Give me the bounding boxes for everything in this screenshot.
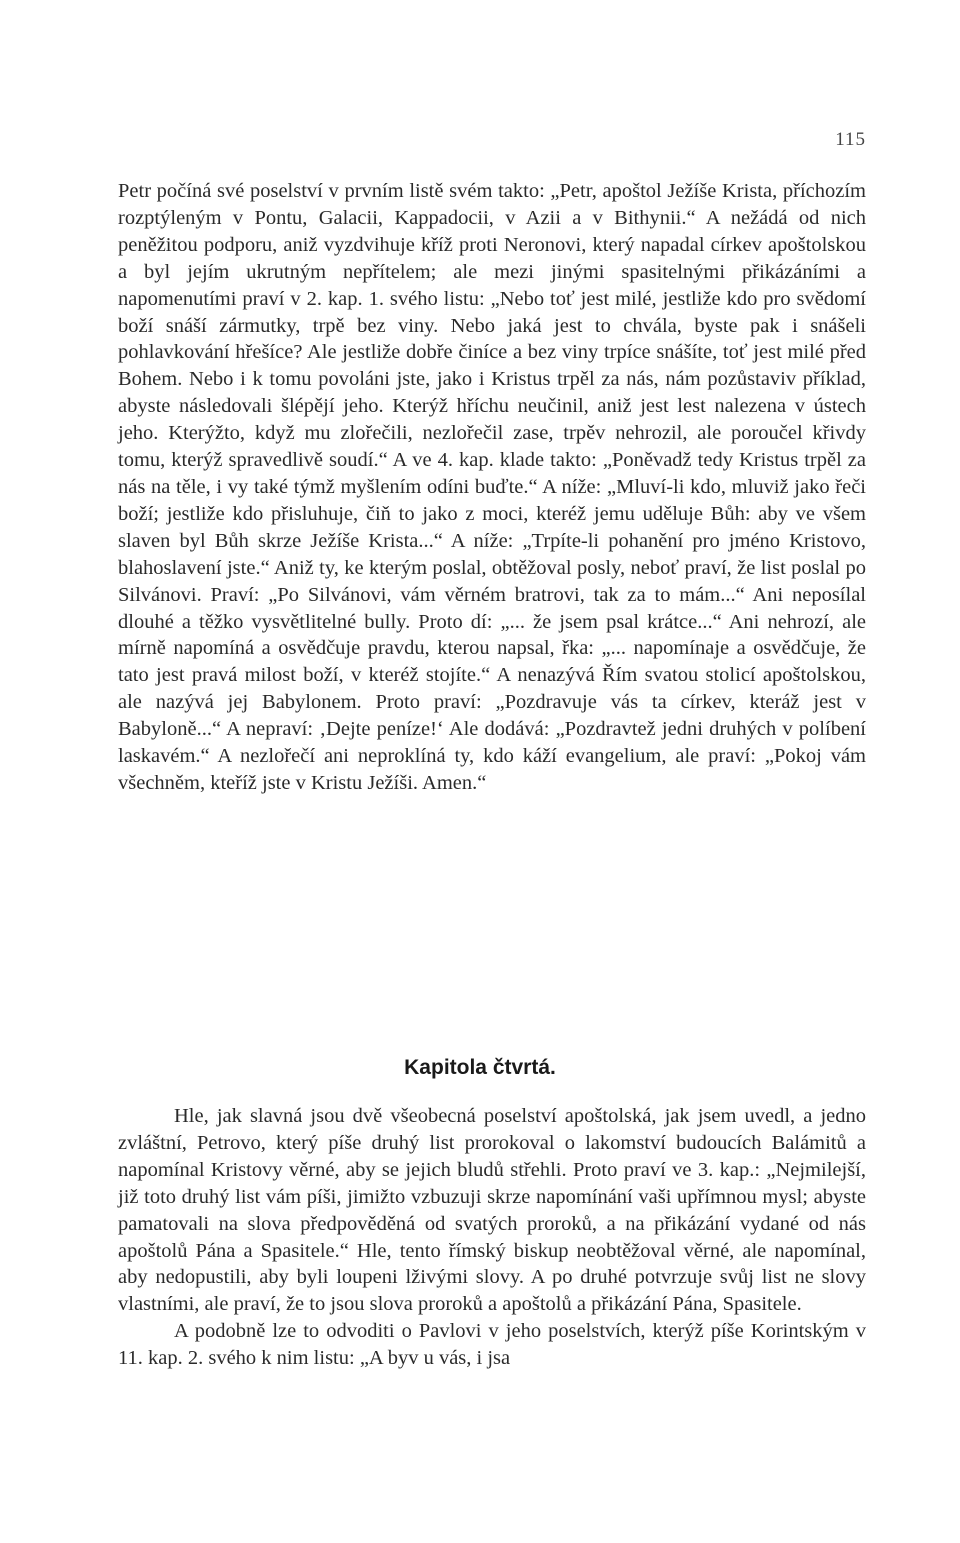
- paragraph: A podobně lze to odvoditi o Pavlovi v jeho poselstvích, kterýž píše Korintským v 11. kap. 2. svého k nim listu: „A byv u vás, i jsa: [118, 1320, 866, 1370]
- paragraph: Petr počíná své poselství v prvním listě svém takto: „Petr, apoštol Ježíše Krista, příchozím rozptýleným v Pontu, Galacii, Kappadocii, v Azii a v Bithynii.“ A nežádá od nich peněžitou podporu, aniž vyzdvihuje kříž proti Neronovi, který napadal církev apoštolskou a byl jejím ukrutným nepřítelem; ale mezi jinými spasitelnými přikázáními a napomenutími praví v 2. kap. 1. svého listu: „Nebo toť jest milé, jestliže kdo pro svědomí boží snáší zármutky, trpě bez viny. Nebo jaká jest to chvála, byste pak i snášeli pohlavkování hřešíce? Ale jestliže dobře činíce a bez viny trpíce snášíte, toť jest milé před Bohem. Nebo i k tomu povoláni jste, jako i Kristus trpěl za nás, nám pozůstaviv příklad, abyste následovali šlépějí jeho. Kterýž hříchu neučinil, aniž jest lest nalezena v ústech jeho. Kterýžto, když mu zlořečili, nezlořečil zase, trpěv nehrozil, ale poroučel křivdy tomu, kterýž spravedlivě soudí.“ A ve 4. kap. klade takto: „Poněvadž tedy Kristus trpěl za nás na těle, i vy také týmž myšlením odíni buďte.“ A níže: „Mluví-li kdo, mluviž jako řeči boží; jestliže kdo přisluhuje, čiň to jako z moci, kteréž jemu uděluje Bůh: aby ve všem slaven byl Bůh skrze Ježíše Krista...“ A níže: „Trpíte-li pohanění pro jméno Kristovo, blahoslavení jste.“ Aniž ty, ke kterým poslal, obtěžoval posly, neboť praví, že list poslal po Silvánovi. Praví: „Po Silvánovi, vám věrném bratrovi, tak za to mám...“ Ani neposílal dlouhé a těžko vysvětlitelné bully. Proto dí: „... že jsem psal krátce...“ Ani nehrozí, ale mírně napomíná a osvědčuje pravdu, kterou napsal, řka: „... napomínaje a osvědčuje, že tato jest pravá milost boží, v kteréž stojíte.“ A nenazývá Řím svatou stolicí apoštolskou, ale nazývá jej Babylonem. Proto praví: „Pozdravuje vás ta církev, kteráž jest v Babyloně...“ A nepraví: ‚Dejte peníze!‘ Ale dodává: „Pozdravtež jedni druhých v políbení laskavém.“ A nezlořečí ani neproklíná ty, kdo káží evangelium, ale praví: „Pokoj vám všechněm, kteříž jste v Kristu Ježíši. Amen.“: [118, 180, 866, 794]
- text-section-1: [118, 178, 866, 797]
- paragraph: Hle, jak slavná jsou dvě všeobecná poselství apoštolská, jak jsem uvedl, a jedno zvláštní, Petrovo, který píše druhý list prorokoval o lakomství budoucích Balámitů a napomínal Kristovy věrné, aby se jejich bludů střehli. Proto praví ve 3. kap.: „Nejmilejší, již toto druhý list vám píši, jimižto vzbuzuji skrze napomínání vaši upřímnou mysl; abyste pamatovali na slova předpověděná od svatých proroků, a na přikázání vydané od nás apoštolů Pána a Spasitele.“ Hle, tento římský biskup neobtěžoval věrné, ale napomínal, aby nedopustili, aby byli loupeni lživými slovy. A po druhé potvrzuje svůj list ne slovy vlastními, ale praví, že to jsou slova proroků a apoštolů a přikázání Pána, Spasitele.: [118, 1105, 866, 1316]
- chapter-heading: Kapitola čtvrtá.: [404, 1056, 556, 1079]
- text-section-2: [118, 1103, 866, 1372]
- page-number: 115: [835, 129, 866, 150]
